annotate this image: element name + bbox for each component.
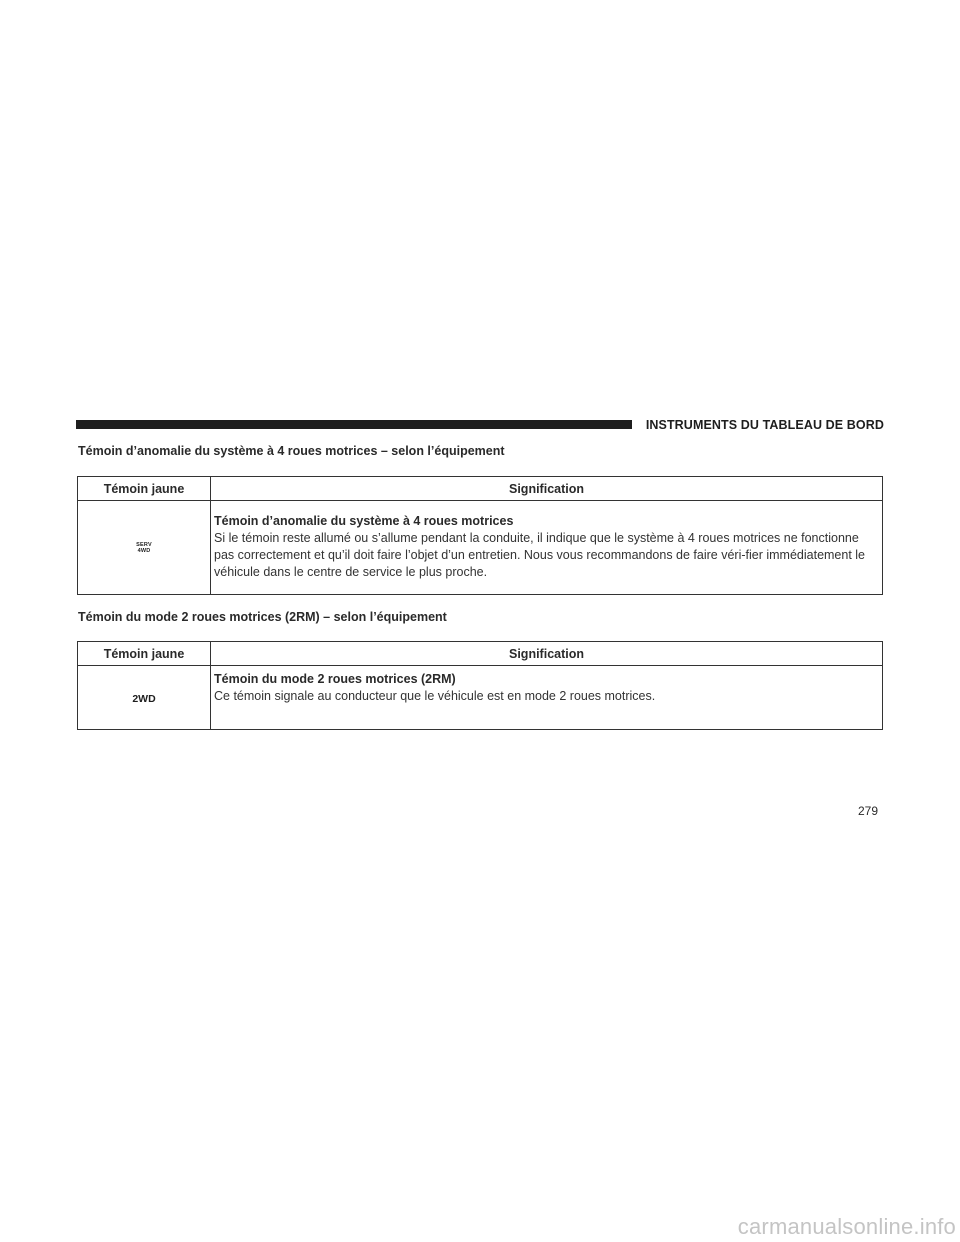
- indicator-cell: [78, 666, 211, 730]
- table-header-row: [78, 642, 883, 666]
- watermark: carmanualsonline.info: [737, 1214, 956, 1239]
- entry-body: Si le témoin reste allumé ou s’allume pendant la conduite, il indique que le système à 4 roues motrices ne fonctionne pas correctement et qu’il doit faire l’objet d’un entretien. Nous vous recommandons de faire véri-fier immédiatement le véhicule dans le centre de service le plus proche.: [214, 530, 866, 579]
- table-2wd-mode: [77, 641, 883, 730]
- running-header: INSTRUMENTS DU TABLEAU DE BORD: [645, 418, 884, 432]
- serv-4wd-icon: [136, 543, 152, 554]
- serv-4wd-icon-line-2: 4WD: [137, 547, 151, 554]
- meaning-cell: [211, 666, 883, 730]
- page-number: 279: [858, 804, 879, 818]
- table-row: [78, 666, 883, 730]
- meaning-cell: [211, 501, 883, 595]
- table-4wd-fault: [77, 476, 883, 595]
- column-header-indicator: Témoin jaune: [78, 642, 211, 666]
- column-header-indicator: Témoin jaune: [78, 477, 211, 501]
- section-title-2wd-mode: Témoin du mode 2 roues motrices (2RM) – selon l’équipement: [78, 610, 447, 624]
- entry-body: Ce témoin signale au conducteur que le véhicule est en mode 2 roues motrices.: [214, 689, 656, 703]
- serv-4wd-icon-line-1: SERV: [136, 542, 152, 548]
- 2wd-icon: 2WD: [132, 692, 156, 705]
- column-header-meaning: Signification: [211, 477, 883, 501]
- section-title-4wd-fault: Témoin d’anomalie du système à 4 roues motrices – selon l’équipement: [78, 444, 505, 458]
- indicator-cell: [78, 501, 211, 595]
- header-rule: [76, 420, 632, 429]
- table-row: [78, 501, 883, 595]
- entry-title: Témoin du mode 2 roues motrices (2RM): [214, 672, 456, 686]
- entry-title: Témoin d’anomalie du système à 4 roues motrices: [214, 513, 514, 528]
- column-header-meaning: Signification: [211, 642, 883, 666]
- table-header-row: [78, 477, 883, 501]
